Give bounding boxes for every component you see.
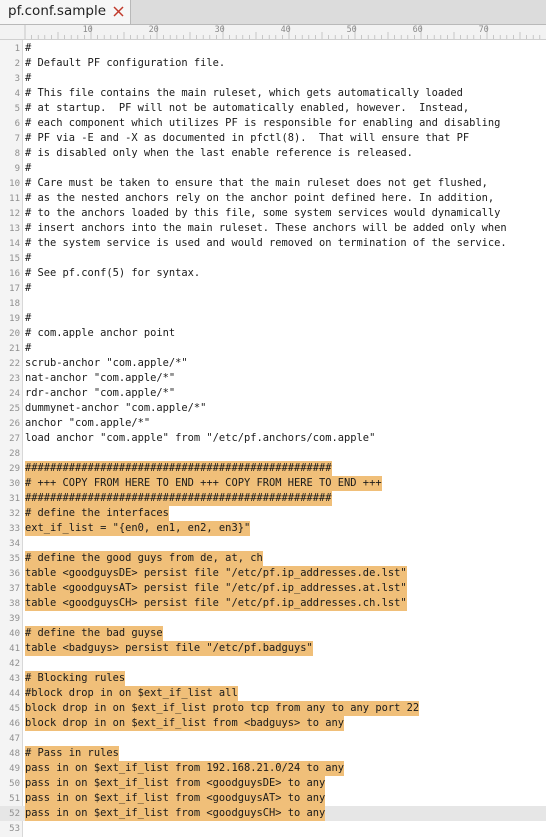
ruler-label: 40 (280, 25, 291, 35)
line-text[interactable]: #block drop in on $ext_if_list all (25, 687, 238, 699)
line-number: 18 (9, 299, 20, 309)
ruler-label: 50 (346, 25, 357, 35)
code-line[interactable] (0, 416, 546, 431)
line-number: 11 (9, 194, 20, 204)
line-text[interactable]: # at startup. PF will not be automatically enabled, however. Instead, (25, 102, 470, 114)
text-editor[interactable] (0, 41, 546, 836)
line-text[interactable]: anchor "com.apple/*" (25, 417, 151, 429)
line-number: 32 (9, 509, 20, 519)
code-line[interactable] (0, 566, 546, 581)
line-text[interactable]: # (25, 282, 32, 294)
line-number: 1 (14, 44, 20, 54)
code-line[interactable] (0, 701, 546, 716)
ruler-label: 30 (214, 25, 225, 35)
code-line[interactable] (0, 761, 546, 776)
line-number: 14 (9, 239, 20, 249)
file-tab[interactable] (0, 0, 131, 24)
line-number: 29 (9, 464, 20, 474)
code-line[interactable] (0, 131, 546, 146)
line-number: 43 (9, 674, 20, 684)
line-number: 20 (9, 329, 20, 339)
line-text[interactable]: # (25, 72, 32, 84)
code-line[interactable] (0, 386, 546, 401)
code-line[interactable] (0, 146, 546, 161)
line-number: 26 (9, 419, 20, 429)
code-line[interactable] (0, 71, 546, 86)
code-line[interactable] (0, 641, 546, 656)
line-text[interactable]: # (25, 42, 32, 54)
code-line[interactable] (0, 716, 546, 731)
code-line[interactable] (0, 116, 546, 131)
code-line[interactable] (0, 251, 546, 266)
line-text[interactable]: table <goodguysCH> persist file "/etc/pf.ip_addresses.ch.lst" (25, 597, 407, 609)
line-number: 13 (9, 224, 20, 234)
line-text[interactable]: # define the interfaces (25, 507, 169, 519)
line-number: 41 (9, 644, 20, 654)
line-number: 44 (9, 689, 20, 699)
code-line[interactable] (0, 176, 546, 191)
code-line[interactable] (0, 581, 546, 596)
line-number: 47 (9, 734, 20, 744)
line-text[interactable]: # This file contains the main ruleset, which gets automatically loaded (25, 87, 463, 99)
code-line[interactable] (0, 206, 546, 221)
code-line[interactable] (0, 521, 546, 536)
line-number: 24 (9, 389, 20, 399)
line-text[interactable]: # the system service is used and would removed on termination of the service. (25, 237, 507, 249)
line-number: 23 (9, 374, 20, 384)
line-number: 45 (9, 704, 20, 714)
code-line[interactable] (0, 311, 546, 326)
code-line[interactable] (0, 596, 546, 611)
line-number: 21 (9, 344, 20, 354)
code-line[interactable] (0, 446, 546, 461)
line-text[interactable]: load anchor "com.apple" from "/etc/pf.anchors/com.apple" (25, 432, 376, 444)
code-line[interactable] (0, 56, 546, 71)
code-line[interactable] (0, 776, 546, 791)
code-line[interactable] (0, 191, 546, 206)
line-number: 39 (9, 614, 20, 624)
line-text[interactable]: block drop in on $ext_if_list from <badguys> to any (25, 717, 345, 729)
line-text[interactable]: pass in on $ext_if_list from <goodguysAT> to any (25, 792, 326, 804)
code-line[interactable] (0, 476, 546, 491)
line-number: 5 (14, 104, 20, 114)
code-line[interactable] (0, 671, 546, 686)
line-number: 17 (9, 284, 20, 294)
code-line[interactable] (0, 491, 546, 506)
line-number: 37 (9, 584, 20, 594)
line-number: 36 (9, 569, 20, 579)
code-line[interactable] (0, 611, 546, 626)
line-number: 16 (9, 269, 20, 279)
ruler-label: 10 (82, 25, 93, 35)
code-line[interactable] (0, 341, 546, 356)
code-line[interactable] (0, 356, 546, 371)
code-line[interactable] (0, 731, 546, 746)
line-text[interactable]: # define the good guys from de, at, ch (25, 552, 263, 564)
line-number: 25 (9, 404, 20, 414)
ruler-label: 20 (148, 25, 159, 35)
line-text[interactable]: # is disabled only when the last enable reference is released. (25, 147, 413, 159)
line-number: 8 (14, 149, 20, 159)
line-number: 52 (9, 809, 20, 819)
line-text[interactable]: # (25, 342, 32, 354)
code-line[interactable] (0, 296, 546, 311)
line-text[interactable]: nat-anchor "com.apple/*" (25, 372, 176, 384)
line-text[interactable]: # to the anchors loaded by this file, some system services would dynamically (25, 207, 501, 219)
code-line[interactable] (0, 221, 546, 236)
line-number: 30 (9, 479, 20, 489)
line-text[interactable]: # Care must be taken to ensure that the main ruleset does not get flushed, (25, 177, 488, 189)
code-line[interactable] (0, 431, 546, 446)
line-number: 10 (9, 179, 20, 189)
line-text[interactable]: pass in on $ext_if_list from <goodguysCH> to any (25, 807, 326, 819)
code-line[interactable] (0, 791, 546, 806)
line-text[interactable]: # Pass in rules (25, 747, 119, 759)
line-number: 38 (9, 599, 20, 609)
line-number: 49 (9, 764, 20, 774)
code-line[interactable] (0, 371, 546, 386)
line-text[interactable]: ext_if_list = "{en0, en1, en2, en3}" (25, 522, 251, 534)
line-text[interactable]: table <badguys> persist file "/etc/pf.badguys" (25, 642, 313, 654)
column-ruler (0, 25, 546, 40)
code-line[interactable] (0, 506, 546, 521)
code-line[interactable] (0, 746, 546, 761)
code-line[interactable] (0, 326, 546, 341)
code-line[interactable] (0, 86, 546, 101)
tab-title: pf.conf.sample (8, 3, 107, 19)
close-icon[interactable] (112, 5, 125, 18)
line-text[interactable]: pass in on $ext_if_list from <goodguysDE> to any (25, 777, 326, 789)
line-text[interactable]: # as the nested anchors rely on the anchor point defined here. In addition, (25, 192, 495, 204)
line-text[interactable]: # PF via -E and -X as documented in pfctl(8). That will ensure that PF (25, 132, 470, 144)
code-line[interactable] (0, 161, 546, 176)
line-number: 27 (9, 434, 20, 444)
line-text[interactable]: ################################################# (25, 462, 332, 474)
line-number: 50 (9, 779, 20, 789)
code-line[interactable] (0, 536, 546, 551)
code-line[interactable] (0, 236, 546, 251)
line-text[interactable]: rdr-anchor "com.apple/*" (25, 387, 176, 399)
code-line[interactable] (0, 401, 546, 416)
line-text[interactable]: scrub-anchor "com.apple/*" (25, 357, 188, 369)
line-number: 4 (14, 89, 20, 99)
code-line[interactable] (0, 551, 546, 566)
line-number: 12 (9, 209, 20, 219)
line-number: 3 (14, 74, 20, 84)
line-number: 48 (9, 749, 20, 759)
line-text[interactable]: # (25, 252, 32, 264)
line-number: 15 (9, 254, 20, 264)
line-number: 33 (9, 524, 20, 534)
line-text[interactable]: # (25, 312, 32, 324)
code-line[interactable] (0, 461, 546, 476)
line-text[interactable]: table <goodguysAT> persist file "/etc/pf.ip_addresses.at.lst" (25, 582, 407, 594)
code-line[interactable] (0, 656, 546, 671)
code-line[interactable] (0, 626, 546, 641)
ruler-label: 60 (412, 25, 423, 35)
line-number: 46 (9, 719, 20, 729)
code-line[interactable] (0, 101, 546, 116)
code-line[interactable] (0, 281, 546, 296)
tab-bar (0, 0, 546, 25)
line-number: 7 (14, 134, 20, 144)
line-number: 9 (14, 164, 20, 174)
line-number: 51 (9, 794, 20, 804)
line-text[interactable]: # each component which utilizes PF is responsible for enabling and disabling (25, 117, 501, 129)
line-number: 6 (14, 119, 20, 129)
line-text[interactable]: # insert anchors into the main ruleset. These anchors will be added only when (25, 222, 507, 234)
line-number: 22 (9, 359, 20, 369)
line-text[interactable]: # define the bad guyse (25, 627, 163, 639)
line-text[interactable]: table <goodguysDE> persist file "/etc/pf.ip_addresses.de.lst" (25, 567, 407, 579)
line-text[interactable]: ################################################# (25, 492, 332, 504)
line-text[interactable]: # Blocking rules (25, 672, 126, 684)
line-number: 2 (14, 59, 20, 69)
ruler-label: 70 (478, 25, 489, 35)
line-text[interactable]: # Default PF configuration file. (25, 57, 226, 69)
line-text[interactable]: # See pf.conf(5) for syntax. (25, 267, 201, 279)
line-number: 40 (9, 629, 20, 639)
line-text[interactable]: # +++ COPY FROM HERE TO END +++ COPY FROM HERE TO END +++ (25, 477, 382, 489)
line-number: 53 (9, 824, 20, 834)
line-text[interactable]: pass in on $ext_if_list from 192.168.21.0/24 to any (25, 762, 345, 774)
line-number: 35 (9, 554, 20, 564)
line-number: 31 (9, 494, 20, 504)
line-text[interactable]: # (25, 162, 32, 174)
line-text[interactable]: # com.apple anchor point (25, 327, 176, 339)
line-text[interactable]: block drop in on $ext_if_list proto tcp from any to any port 22 (25, 702, 420, 714)
line-number: 19 (9, 314, 20, 324)
code-line[interactable] (0, 41, 546, 56)
line-number: 28 (9, 449, 20, 459)
line-text[interactable]: dummynet-anchor "com.apple/*" (25, 402, 207, 414)
code-line[interactable] (0, 266, 546, 281)
code-line[interactable] (0, 806, 546, 821)
line-number: 42 (9, 659, 20, 669)
code-line[interactable] (0, 686, 546, 701)
line-number: 34 (9, 539, 20, 549)
code-line[interactable] (0, 821, 546, 836)
